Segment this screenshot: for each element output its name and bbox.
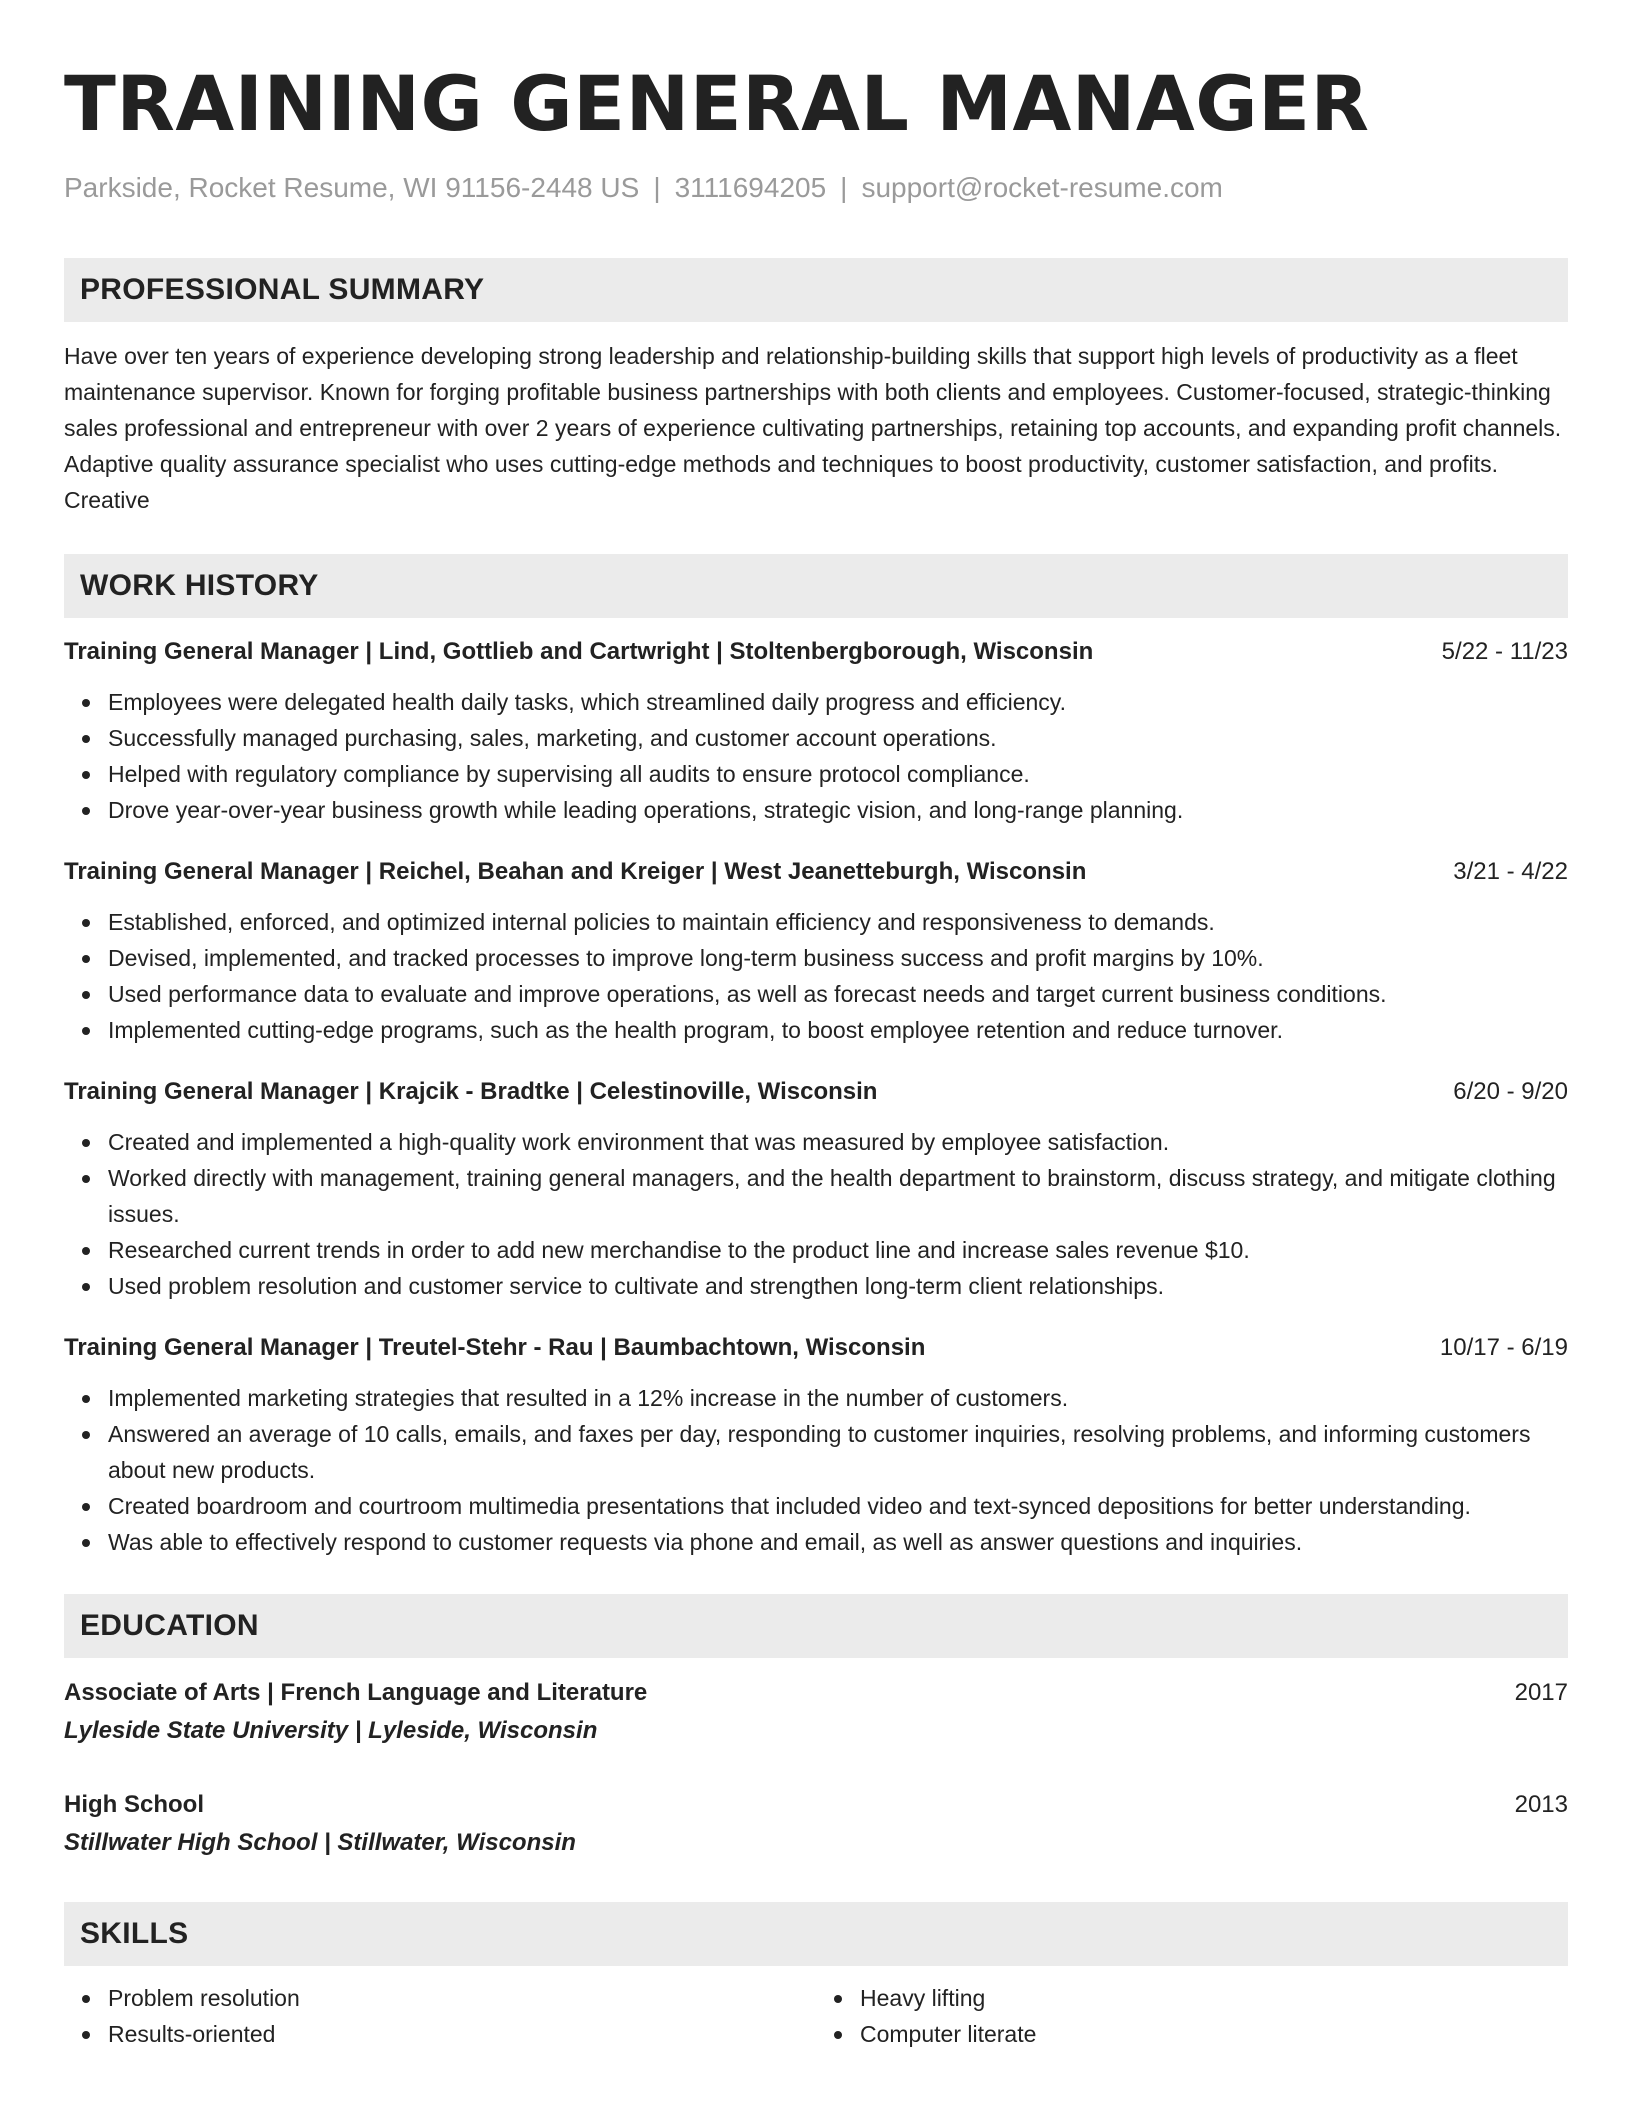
education-degree: High School: [64, 1791, 204, 1818]
work-history-section-header: [64, 554, 1568, 618]
job-bullet: Employees were delegated health daily tasks, which streamlined daily progress and efficiency.: [108, 684, 1568, 720]
job-dates: 5/22 - 11/23: [1441, 638, 1568, 665]
job-bullet: Used problem resolution and customer service to cultivate and strengthen long-term client relationships.: [108, 1268, 1568, 1304]
education-degree: Associate of Arts | French Language and Literature: [64, 1679, 648, 1706]
job-bullet: Successfully managed purchasing, sales, marketing, and customer account operations.: [108, 720, 1568, 756]
contact-email: support@rocket-resume.com: [861, 172, 1223, 203]
skill-item: Heavy lifting: [860, 1980, 1568, 2016]
job-bullets: [64, 1380, 1568, 1560]
skills-list: [64, 1980, 1568, 2052]
job-bullet: Devised, implemented, and tracked processes to improve long-term business success and profit margins by 10%.: [108, 940, 1568, 976]
job-title: Training General Manager | Reichel, Beahan and Kreiger | West Jeanetteburgh, Wisconsin: [64, 858, 1087, 885]
education-entry: [64, 1674, 1568, 1750]
summary-section-header: [64, 258, 1568, 322]
job-header: [64, 1074, 1568, 1110]
education-school: Stillwater High School | Stillwater, Wisconsin: [64, 1829, 576, 1856]
job-entry: [64, 634, 1568, 828]
job-bullet: Created and implemented a high-quality work environment that was measured by employee satisfaction.: [108, 1124, 1568, 1160]
contact-separator: |: [653, 172, 661, 203]
education-school: Lyleside State University | Lyleside, Wisconsin: [64, 1717, 598, 1744]
education-entry: [64, 1786, 1568, 1862]
job-dates: 10/17 - 6/19: [1439, 1334, 1568, 1361]
job-dates: 6/20 - 9/20: [1453, 1078, 1568, 1105]
job-bullets: [64, 904, 1568, 1048]
job-bullets: [64, 1124, 1568, 1304]
summary-heading: PROFESSIONAL SUMMARY: [80, 273, 485, 306]
job-bullet: Helped with regulatory compliance by supervising all audits to ensure protocol compliance.: [108, 756, 1568, 792]
job-bullet: Established, enforced, and optimized internal policies to maintain efficiency and responsiveness to demands.: [108, 904, 1568, 940]
contact-address: Parkside, Rocket Resume, WI 91156-2448 US: [64, 172, 640, 203]
job-bullets: [64, 684, 1568, 828]
job-bullet: Implemented marketing strategies that resulted in a 12% increase in the number of customers.: [108, 1380, 1568, 1416]
job-title: Training General Manager | Krajcik - Bradtke | Celestinoville, Wisconsin: [64, 1078, 878, 1105]
job-header: [64, 1330, 1568, 1366]
work-history-heading: WORK HISTORY: [80, 569, 319, 602]
job-bullet: Drove year-over-year business growth while leading operations, strategic vision, and long-range planning.: [108, 792, 1568, 828]
candidate-name: TRAINING GENERAL MANAGER: [64, 59, 1370, 148]
job-bullet: Implemented cutting-edge programs, such as the health program, to boost employee retention and reduce turnover.: [108, 1012, 1568, 1048]
contact-phone: 3111694205: [674, 172, 827, 203]
job-bullet: Was able to effectively respond to customer requests via phone and email, as well as answer questions and inquiries.: [108, 1524, 1568, 1560]
education-year: 2017: [1514, 1679, 1568, 1706]
job-entry: [64, 854, 1568, 1048]
job-header: [64, 634, 1568, 670]
skill-item: Problem resolution: [108, 1980, 816, 2016]
job-dates: 3/21 - 4/22: [1453, 858, 1568, 885]
job-title: Training General Manager | Lind, Gottlieb and Cartwright | Stoltenbergborough, Wisconsin: [64, 638, 1094, 665]
job-entry: [64, 1330, 1568, 1560]
skills-section-header: [64, 1902, 1568, 1966]
job-header: [64, 854, 1568, 890]
job-bullet: Worked directly with management, training general managers, and the health department to brainstorm, discuss strategy, and mitigate clothing issues.: [108, 1160, 1568, 1232]
job-bullet: Used performance data to evaluate and improve operations, as well as forecast needs and target current business conditions.: [108, 976, 1568, 1012]
skills-heading: SKILLS: [80, 1917, 189, 1950]
summary-text: Have over ten years of experience developing strong leadership and relationship-building skills that support high levels of productivity as a fleet maintenance supervisor. Known for forging profitable business partnerships with both clients and employees. Customer-focused, strategic-thinking sales professional and entrepreneur with over 2 years of experience cultivating partnerships, retaining top accounts, and expanding profit channels. Adaptive quality assurance specialist who uses cutting-edge methods and techniques to boost productivity, customer satisfaction, and profits. Creative: [64, 343, 1562, 513]
contact-separator: |: [840, 172, 848, 203]
education-header: [64, 1786, 1568, 1824]
job-bullet: Created boardroom and courtroom multimedia presentations that included video and text-synced depositions for better understanding.: [108, 1488, 1568, 1524]
contact-line: [64, 170, 1568, 206]
education-heading: EDUCATION: [80, 1609, 259, 1642]
education-section-header: [64, 1594, 1568, 1658]
skills-column-right: [816, 1980, 1568, 2052]
job-bullet: Answered an average of 10 calls, emails, and faxes per day, responding to customer inquiries, resolving problems, and informing customers about new products.: [108, 1416, 1568, 1488]
education-year: 2013: [1514, 1791, 1568, 1818]
job-title: Training General Manager | Treutel-Stehr - Rau | Baumbachtown, Wisconsin: [64, 1334, 926, 1361]
education-header: [64, 1674, 1568, 1712]
skill-item: Computer literate: [860, 2016, 1568, 2052]
job-entry: [64, 1074, 1568, 1304]
resume-page: [64, 58, 1568, 2052]
job-bullet: Researched current trends in order to add new merchandise to the product line and increase sales revenue $10.: [108, 1232, 1568, 1268]
skills-column-left: [64, 1980, 816, 2052]
skill-item: Results-oriented: [108, 2016, 816, 2052]
